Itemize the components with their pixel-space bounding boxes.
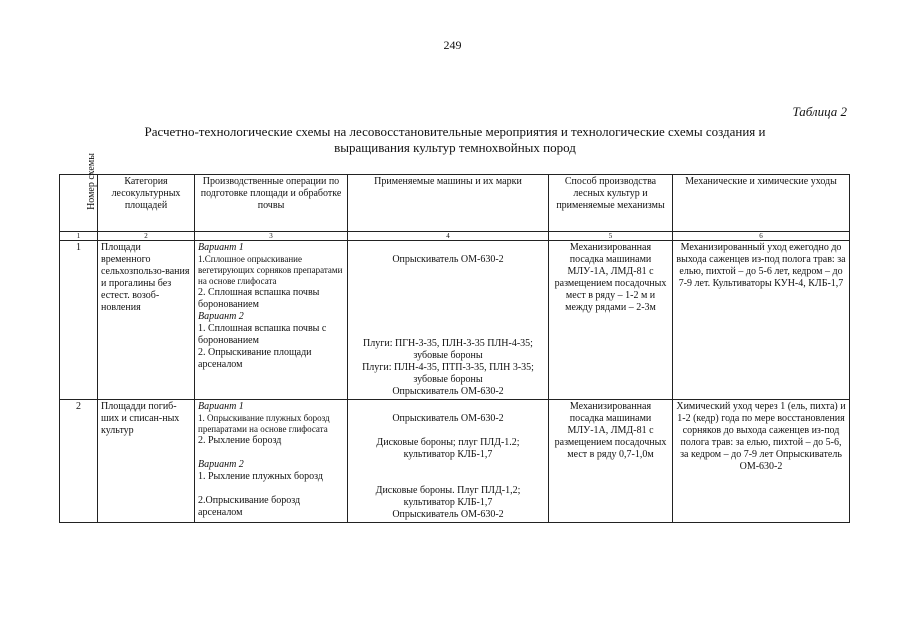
table-row [60, 400, 850, 523]
column-number: 1 [60, 232, 98, 241]
column-number: 2 [98, 232, 195, 241]
machine-item: Опрыскиватель ОМ-630-2 [392, 254, 504, 265]
machine-item: Опрыскиватель ОМ-630-2 [392, 509, 504, 520]
row-category: Площади временного сельхозпользо-вания и прогалины без естест. возоб-новления [98, 241, 195, 400]
header-method: Способ производства лесных культур и применяемые механизмы [549, 175, 673, 232]
row-operations [195, 400, 348, 523]
header-machines: Применяемые машины и их марки [348, 175, 549, 232]
row-care: Механизированный уход ежегодно до выхода саженцев из-под полога трав: за елью, пихтой – до 5-6 лет, кедром – до 7-9 лет. Культиваторы КУН-4, КЛБ-1,7 [673, 241, 850, 400]
table-title [60, 124, 850, 156]
row-machines [348, 400, 549, 523]
header-operations: Производственные операции по подготовке площади и обработке почвы [195, 175, 348, 232]
header-category: Категория лесокультурных площадей [98, 175, 195, 232]
row-operations [195, 241, 348, 400]
row-method: Механизированная посадка машинами МЛУ-1А, ЛМД-81 с размещением посадочных мест в ряду – 1-2 м и между рядами – 2-3м [549, 241, 673, 400]
operation-item: 1. Рыхление плужных борозд [198, 471, 323, 482]
operation-item: 2. Сплошная вспашка почвы боронованием [198, 287, 320, 310]
variant-label: Вариант 1 [198, 242, 244, 253]
header-row [60, 175, 850, 232]
operation-item: 1. Опрыскивание плужных борозд препаратами на основе глифосата [198, 413, 330, 434]
column-number: 4 [348, 232, 549, 241]
column-number: 5 [549, 232, 673, 241]
machine-item: Опрыскиватель ОМ-630-2 [392, 413, 504, 424]
header-care: Механические и химические уходы [673, 175, 850, 232]
variant-label: Вариант 2 [198, 311, 244, 322]
row-care: Химический уход через 1 (ель, пихта) и 1-2 (кедр) года по мере восстановления сорняков до выхода саженцев из-под полога трав: за елью, пихтой – до 5-6, за кедром – до 7-9 лет Опрыскиватель ОМ-630-2 [673, 400, 850, 523]
header-scheme-number: Номер схемы [60, 175, 98, 232]
table-row [60, 241, 850, 400]
row-number: 1 [60, 241, 98, 400]
machine-item: Дисковые бороны. Плуг ПЛД-1,2; культиватор КЛБ-1,7 [375, 485, 521, 508]
row-number: 2 [60, 400, 98, 523]
row-method: Механизированная посадка машинами МЛУ-1А, ЛМД-81 с размещением посадочных мест в ряду 0,7-1,0м [549, 400, 673, 523]
row-machines [348, 241, 549, 400]
column-number: 3 [195, 232, 348, 241]
variant-label: Вариант 1 [198, 401, 244, 412]
operation-item: 2. Рыхление борозд [198, 435, 282, 446]
machine-item: Плуги: ПЛН-4-35, ПТП-3-35, ПЛН 3-35; зубовые бороны [362, 362, 534, 385]
table-title-line-1: Расчетно-технологические схемы на лесовосстановительные мероприятия и технологические схемы создания и [144, 124, 766, 139]
variant-label: Вариант 2 [198, 459, 244, 470]
machine-item: Дисковые бороны; плуг ПЛД-1.2; культиватор КЛБ-1,7 [376, 437, 520, 460]
machine-item: Плуги: ПГН-3-35, ПЛН-3-35 ПЛН-4-35; зубовые бороны [363, 338, 533, 361]
operation-item: 2.Опрыскивание борозд арсеналом [198, 495, 301, 518]
row-category: Площадди погиб-ших и списан-ных культур [98, 400, 195, 523]
page-number: 249 [443, 38, 462, 52]
operation-item: 1.Сплошное опрыскивание вегетирующих сорняков препаратами на основе глифосата [198, 254, 343, 286]
technology-schemes-table [59, 153, 850, 523]
column-number: 6 [673, 232, 850, 241]
operation-item: 2. Опрыскивание площади арсеналом [198, 347, 312, 370]
column-numbers-row [60, 232, 850, 241]
operation-item: 1. Сплошная вспашка почвы с боронованием [198, 323, 327, 346]
table-label: Таблица 2 [792, 104, 847, 119]
machine-item: Опрыскиватель ОМ-630-2 [392, 386, 504, 397]
table-title-line-2: выращивания культур темнохвойных пород [334, 140, 576, 155]
